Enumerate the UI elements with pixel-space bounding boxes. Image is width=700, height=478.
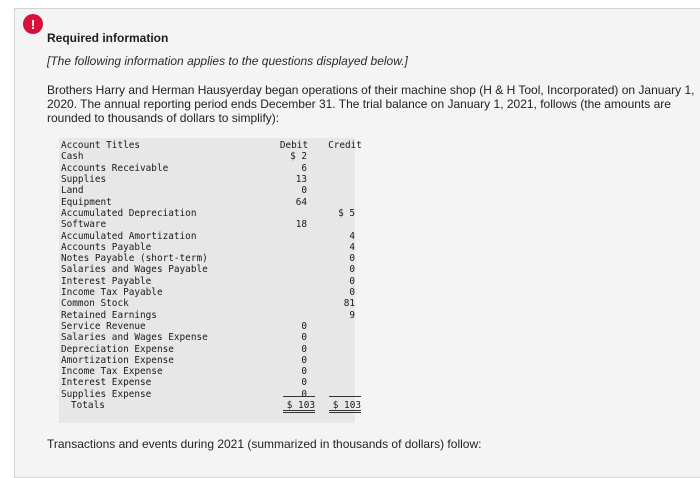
intro-paragraph: Brothers Harry and Herman Hausyerday began operations of their machine shop (H & H Tool, Incorporated) on January 1, 2020. The annual reporting period ends December 31. The trial balance on January 1, 2021, follows (the amounts are rounded to thousands of dollars to simplify): [47,83,695,125]
account-title: Software [61,219,107,231]
account-title: Accumulated Depreciation [61,207,197,219]
header-debit: Debit [279,140,309,151]
credit-amount: 4 [349,241,355,253]
credit-amount: 81 [343,298,355,310]
table-row [59,298,355,309]
account-title: Notes Payable (short-term) [61,253,208,265]
credit-amount: 0 [349,253,355,265]
transactions-intro: Transactions and events during 2021 (summarized in thousands of dollars) follow: [47,437,482,451]
table-row [59,174,355,185]
debit-underline [283,396,315,397]
totals-credit: $ 103 [332,400,361,411]
account-title: Depreciation Expense [61,343,174,355]
header-credit: Credit [328,140,362,151]
account-title: Retained Earnings [61,309,157,321]
account-title: Interest Expense [61,377,152,389]
account-title: Accounts Receivable [61,162,169,174]
table-row [59,310,355,321]
account-title: Common Stock [61,298,129,310]
content-panel [14,8,700,478]
credit-amount: 0 [349,264,355,276]
credit-underline [329,396,361,397]
table-row [59,276,355,287]
table-row [59,264,355,275]
credit-amount: 0 [349,275,355,287]
table-row [59,389,355,400]
account-title: Interest Payable [61,275,152,287]
table-row [59,253,355,264]
account-title: Salaries and Wages Payable [61,264,208,276]
table-header [59,140,362,151]
debit-amount: $ 2 [290,151,307,163]
account-title: Income Tax Payable [61,287,163,298]
table-row [59,151,355,162]
credit-amount: $ 5 [338,207,355,219]
account-title: Accounts Payable [61,241,152,253]
trial-balance-table [59,138,362,423]
account-title: Supplies Expense [61,388,152,400]
table-row [59,231,355,242]
account-title: Cash [61,151,84,163]
debit-amount: 6 [301,162,307,174]
page-title: Required information [47,31,169,45]
credit-amount: 0 [349,287,355,298]
debit-amount: 64 [295,196,307,208]
debit-double-underline [283,410,315,413]
table-row [59,287,355,298]
debit-amount: 0 [301,377,307,389]
info-note: [The following information applies to the questions displayed below.] [47,54,408,68]
account-title: Supplies [61,174,107,185]
table-row [59,208,355,219]
header-account: Account Titles [61,140,141,151]
account-title: Accumulated Amortization [61,230,197,242]
credit-double-underline [329,410,361,413]
account-title: Land [61,185,84,197]
account-title: Income Tax Expense [61,366,163,378]
account-title: Salaries and Wages Expense [61,332,208,344]
account-title: Service Revenue [61,320,146,332]
debit-amount: 0 [301,320,307,332]
credit-amount: 9 [349,309,355,321]
alert-icon: ! [23,14,43,34]
debit-amount: 18 [295,219,307,231]
table-row [59,242,355,253]
debit-amount: 13 [295,174,307,185]
table-row [59,197,355,208]
table-row [59,163,355,174]
table-row [59,355,355,366]
account-title: Equipment [61,196,112,208]
account-title: Amortization Expense [61,354,174,366]
totals-label: Totals [71,400,105,411]
table-row [59,321,355,332]
table-row [59,377,355,388]
totals-debit: $ 103 [286,400,315,411]
debit-amount: 0 [301,343,307,355]
table-row [59,366,355,377]
debit-amount: 0 [301,366,307,378]
table-row [59,332,355,343]
debit-amount: 0 [301,332,307,344]
table-row [59,185,355,196]
debit-amount: 0 [301,388,307,400]
table-row [59,344,355,355]
debit-amount: 0 [301,185,307,197]
debit-amount: 0 [301,354,307,366]
table-row [59,219,355,230]
credit-amount: 4 [349,230,355,242]
